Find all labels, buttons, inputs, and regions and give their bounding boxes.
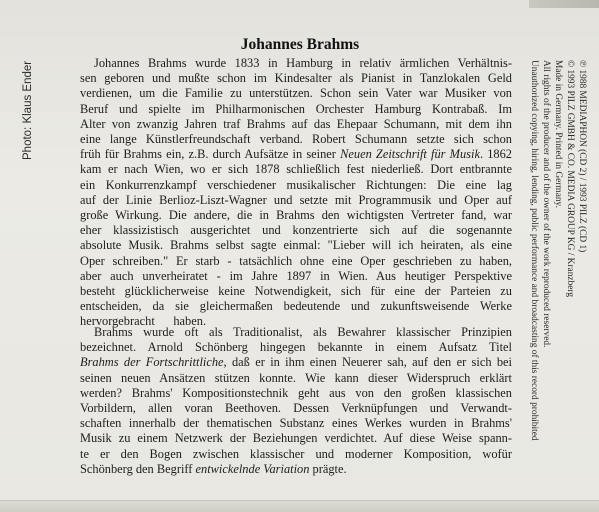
text-segment: Schönberg den Begriff	[80, 461, 196, 476]
text-segment: absolute Musik. Brahms selbst sagte einmal: "Lieber will ich heiraten, als eine	[80, 238, 512, 253]
text-line	[80, 325, 512, 340]
text-line	[80, 431, 512, 446]
text-segment: große Wirkung. Die andere, die in Brahms den wichtigsten Vertreter fand, war	[80, 208, 512, 223]
text-segment: schaften innerhalb der thematischen Substanz eines Werkes wurden in Brahms'	[80, 416, 512, 431]
text-segment: hervorgebracht haben.	[80, 314, 207, 329]
text-line	[80, 162, 512, 177]
italic-title: Brahms der Fortschrittliche	[80, 355, 224, 370]
text-segment: Beruf und spielte im Philharmonischen Orchester Hamburg Kontrabaß. Im	[80, 101, 512, 116]
text-segment: Brahms wurde oft als Traditionalist, als Bewahrer klassischer Prinzipien	[94, 325, 512, 339]
text-segment: Johannes Brahms wurde 1833 in Hamburg in relativ ärmlichen Verhältnis-	[94, 56, 512, 70]
text-segment: entscheiden, da sie gleichermaßen bedeutende und zukunftsweisende Werke	[80, 299, 512, 314]
legal-line: All rights of the producer and of the owner of the work reproduced reserved.	[541, 60, 551, 348]
text-segment: prägte.	[309, 461, 347, 476]
text-segment: Musik zu einem Netzwerk der Beziehungen verdichtet. Auf diese Weise spann-	[80, 431, 512, 446]
text-segment: Oper schreiben." Er starb - tatsächlich ohne eine Oper geschrieben zu haben,	[80, 253, 512, 268]
text-line	[80, 447, 512, 462]
page-bottom-edge	[0, 500, 599, 512]
text-line	[80, 56, 512, 71]
document-title: Johannes Brahms	[240, 36, 360, 53]
text-segment: früh für Brahms ein, z.B. durch Aufsätze in seiner	[80, 147, 341, 162]
text-line	[80, 416, 512, 431]
tray-edge	[529, 0, 599, 8]
text-segment: besteht glücklicherweise keine Notwendigkeit, sich für eine der Parteien zu	[80, 284, 512, 299]
paragraph-biography	[80, 56, 512, 330]
legal-line: Unauthorized copying, hiring, lending, public performance and broadcasting of this record prohibited	[529, 60, 539, 441]
text-segment: sen geboren und mußte schon im Kindesalter als Pianist in Tanzlokalen Geld	[80, 71, 512, 86]
text-line	[80, 386, 512, 401]
text-line	[80, 299, 512, 314]
text-segment: bezeichnet. Arnold Schönberg hingegen bekannte in einem Aufsatz Titel	[80, 340, 512, 355]
text-line	[80, 193, 512, 208]
text-line	[80, 102, 512, 117]
text-segment: Vorbildern, allen voran Beethoven. Dessen Verknüpfungen und Verwandt-	[80, 401, 512, 416]
text-segment: werden? Brahms' Kompositionstechnik geht aus von den großen klassischen	[80, 385, 512, 400]
text-line	[80, 147, 512, 162]
text-line	[80, 462, 512, 477]
text-line	[80, 178, 512, 193]
text-line	[80, 355, 512, 370]
text-line	[80, 371, 512, 386]
text-line	[80, 269, 512, 284]
text-segment: , daß er in ihm einen Neuerer sah, auf den er sich bei	[223, 355, 512, 370]
legal-line: Made in Germany. Printed in Germany.	[553, 60, 563, 208]
text-line	[80, 254, 512, 269]
paragraph-traditionalist	[80, 325, 512, 477]
text-segment: Alter von zwanzig Jahren traf Brahms auf das Ehepaar Schumann, mit dem ihn	[80, 116, 512, 131]
text-segment: kam er nach Wien, wo er sich 1878 schließlich fest niederließ. Dort entbrannte	[80, 162, 512, 177]
photo-credit: Photo: Klaus Ender	[22, 60, 34, 160]
legal-notice	[528, 60, 588, 441]
text-line	[80, 86, 512, 101]
text-line	[80, 132, 512, 147]
text-segment: eine lange Künstlerfreundschaft verband. Robert Schumann setzte sich schon	[80, 132, 512, 147]
text-line	[80, 401, 512, 416]
text-segment: aber auch unverheiratet - im Jahre 1897 in Wien. Aus heutiger Perspektive	[80, 268, 512, 283]
text-segment: auf der Linie Berlioz-Liszt-Wagner und setzte mit Programmusik und Oper auf	[80, 192, 512, 207]
text-line	[80, 117, 512, 132]
text-segment: verdienen, um die Familie zu unterstützen. Schon sein Vater war Musiker von	[80, 86, 512, 101]
text-segment: seinen neuen Ansätzen stützen konnte. Wie kann dieser Widerspruch erklärt	[80, 370, 512, 385]
text-line	[80, 71, 512, 86]
text-segment: te er den Bogen zwischen klassischer und moderner Komposition, wofür	[80, 446, 512, 461]
italic-title: Neuen Zeitschrift für Musik	[340, 147, 480, 162]
text-line	[80, 208, 512, 223]
text-line	[80, 340, 512, 355]
text-segment: . 1862	[479, 147, 512, 162]
text-line	[80, 238, 512, 253]
legal-line: © 1993 PILZ GMBH & CO. MEDIA GROUP KG / Kranzberg	[565, 60, 575, 298]
text-line	[80, 223, 512, 238]
text-segment: eher klassizistisch ausgerichtet und konzentrierte sich auf die sogenannte	[80, 223, 512, 238]
text-segment: ein Konkurrenzkampf verschiedener musikalischer Richtungen: Die eine lag	[80, 177, 512, 192]
legal-line: ℗ 1988 MEDIAPHON (CD 2) / 1993 PILZ (CD 1)	[577, 60, 587, 253]
text-line	[80, 284, 512, 299]
italic-title: entwickelnde Variation	[195, 461, 310, 476]
